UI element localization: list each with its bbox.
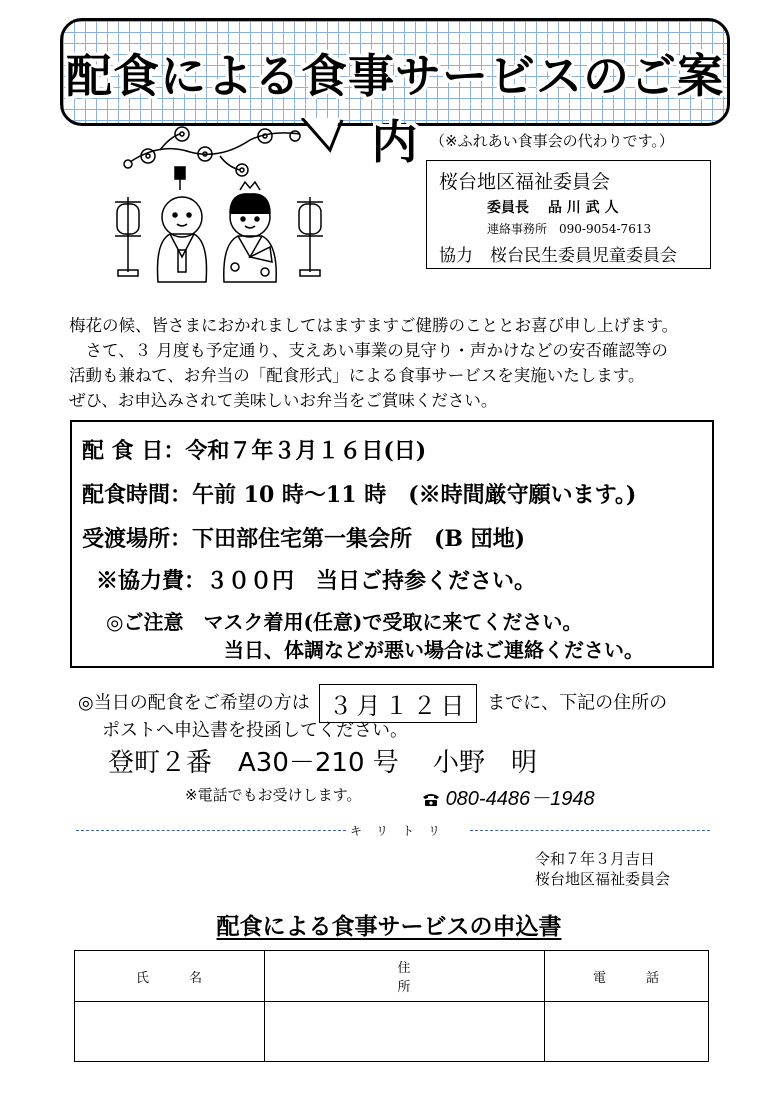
cut-line-left [76, 830, 346, 831]
body-line-2: さて、３ 月度も予定通り、支えあい事業の見守り・声かけなどの安否確認等の [69, 341, 668, 360]
org-chair: 委員長 品 川 武 人 [487, 200, 619, 216]
column-header-name: 氏名 [75, 951, 265, 1002]
subtitle-note: （※ふれあい食事会の代わりです。） [430, 132, 674, 150]
cut-label: キリトリ [350, 824, 455, 838]
body-line-3: 活動も兼ねて、お弁当の「配食形式」による食事サービスを実施いたします。 [69, 366, 645, 385]
column-header-phone: 電話 [545, 951, 709, 1002]
body-line-1: 梅花の候、皆さまにおかれましてはますますご健勝のこととお喜び申し上げます。 [69, 316, 679, 335]
event-notice-1: ◎ご注意 マスク着用(任意)で受取に来てください。 [106, 610, 583, 634]
form-title-text: 配食による食事サービスの申込書 [216, 913, 562, 940]
org-cooperation: 協力 桜台民生委員児童委員会 [439, 246, 677, 266]
deadline-date: ３月１２日 [319, 684, 477, 723]
event-date: 配 食 日：令和７年３月１６日(日) [82, 438, 427, 464]
phone-field[interactable] [545, 1002, 709, 1062]
event-info-box [70, 420, 714, 668]
post-instructions: ポストへ申込書を投函してください。 [102, 720, 408, 741]
issuer-org: 桜台地区福祉委員会 [535, 870, 671, 888]
submission-address: 登町２番 A30－210 号 小野 明 [108, 748, 538, 778]
event-fee: ※協力費：３００円 当日ご持参ください。 [96, 568, 537, 594]
event-place: 受渡場所：下田部住宅第一集会所 (B 団地) [82, 526, 526, 552]
deadline-suffix: までに、下記の住所の [487, 692, 668, 714]
event-time: 配食時間：午前 10 時～11 時 (※時間厳守願います。) [82, 482, 637, 508]
hina-doll-illustration [100, 122, 340, 292]
body-line-4: ぜひ、お申込みされて美味しいお弁当をご賞味ください。 [69, 391, 498, 410]
phone-note: ※電話でもお受けします。 [185, 786, 362, 804]
page-title: 配食による食事サービスのご案内 [66, 49, 724, 169]
phone-icon [422, 793, 440, 807]
deadline-prefix: ◎当日の配食をご希望の方は [78, 692, 310, 714]
issue-date: 令和７年３月吉日 [535, 850, 656, 868]
name-field[interactable] [75, 1002, 265, 1062]
column-header-address: 住所 [265, 951, 545, 1002]
organization-box [426, 160, 711, 269]
application-form-table [74, 950, 709, 1062]
org-contact: 連絡事務所 090-9054-7613 [487, 222, 652, 236]
event-notice-2: 当日、体調などが悪い場合はご連絡ください。 [224, 638, 644, 662]
cut-line-right [470, 830, 710, 831]
form-title [0, 908, 778, 941]
org-name: 桜台地区福祉委員会 [439, 171, 611, 193]
phone-number: 080-4486－1948 [445, 788, 595, 810]
address-field[interactable] [265, 1002, 545, 1062]
phone-contact [422, 782, 595, 811]
